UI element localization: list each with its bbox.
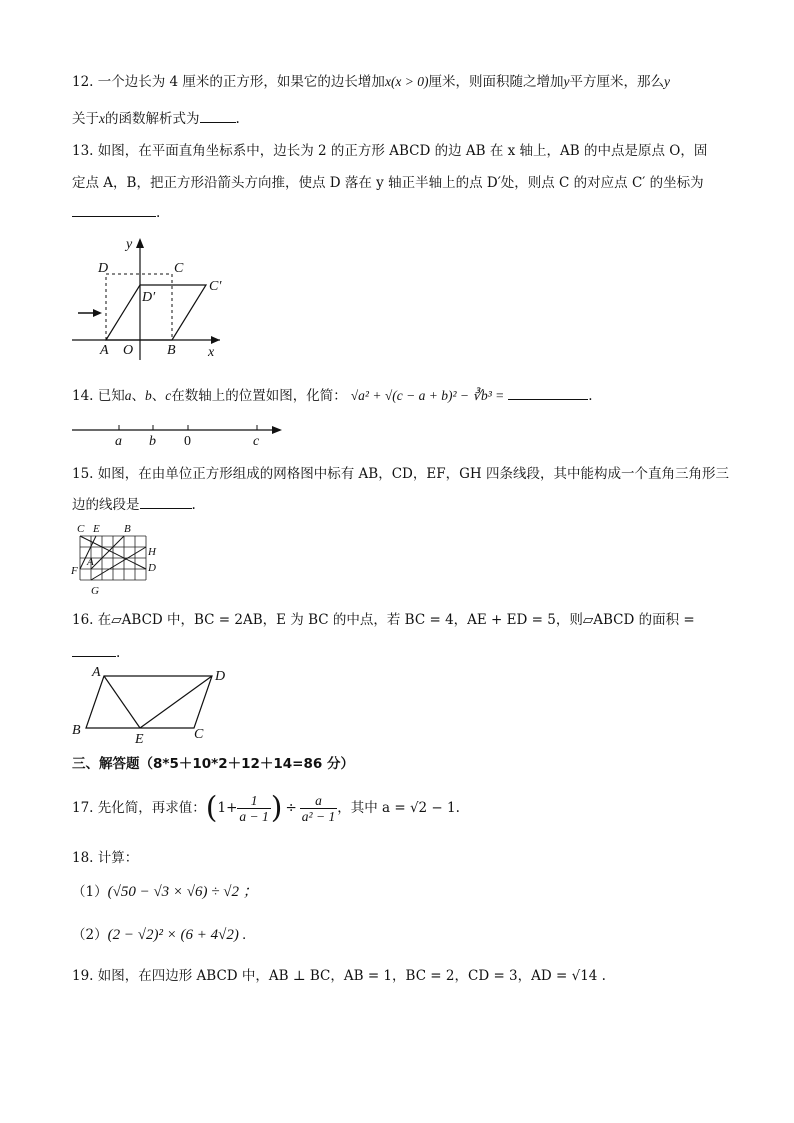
q14-var-a: a [124,388,132,403]
q15-text: 边的线段是 [72,497,140,513]
q13-answer-blank[interactable] [72,202,156,217]
q13-label-Dp: D′ [142,290,156,305]
q15-label-C: C [77,523,85,535]
q14-period: . [588,388,593,404]
q18-p2-label: （2） [72,927,108,943]
q13-label-y: y [126,237,133,252]
q15-label-D: D [148,562,156,574]
q17-f2-numerator: a [300,793,337,809]
q12-text-c: 平方厘米，那么 [569,74,665,90]
q17-paren-close: ) [270,790,283,826]
q16-figure [68,662,238,747]
q15-label-A: A [87,556,94,568]
q15-label-H: H [148,546,156,558]
q16-period: . [116,645,121,661]
q16-label-A: A [92,665,101,680]
q13-label-Cp: C′ [209,279,222,294]
q15-period: . [191,497,196,513]
q12-var-x: x [384,74,391,89]
q12-period: . [235,111,240,127]
q15-label-E: E [93,523,100,535]
q17-line [72,790,460,827]
q17-divide: ÷ [285,800,297,816]
q17-f1-denominator: a − 1 [239,809,269,824]
q13-label-D: D [98,261,109,276]
q14-answer-blank[interactable] [508,385,588,400]
q12-condition: (x > 0) [390,74,429,89]
q14-axis-label-c: c [253,434,260,449]
q17-tail: ，其中 a = √2 − 1. [337,800,460,816]
q18-title: 18. 计算： [72,850,139,866]
q12-line1 [72,72,670,92]
q18-p1-expression: (√50 − √3 × √6) ÷ √2 ； [107,884,258,900]
q14-sep1: 、 [131,388,146,404]
q13-figure [60,230,230,365]
q16-line1: 16. 在▱ABCD 中，BC = 2AB，E 为 BC 的中点，若 BC = 4，AE + ED = 5，则▱ABCD 的面积 = [72,612,695,628]
q13-label-x: x [208,345,215,360]
q14-var-b: b [145,388,152,403]
q12-var-y: y [563,74,570,89]
q12-text-d: 关于 [72,111,99,127]
q15-label-F: F [71,565,78,577]
q15-label-B: B [124,523,131,535]
q16-segment-ED [140,676,212,728]
q14-axis-label-0: 0 [184,434,191,449]
q13-y-arrow-icon [136,238,144,248]
q13-push-arrow-icon [93,309,102,317]
q12-text-a: 12. 一个边长为 4 厘米的正方形，如果它的边长增加 [72,74,385,90]
q15-line1: 15. 如图，在由单位正方形组成的网格图中标有 AB，CD，EF，GH 四条线段，其中能构成一个直角三角形三 [72,466,729,482]
q17-lead: 17. 先化简，再求值： [72,800,206,816]
q13-label-O: O [123,343,134,358]
q14-var-c: c [165,388,172,403]
q17-f1-numerator: 1 [237,793,270,809]
q18-p2-expression: (2 − √2)² × (6 + 4√2) . [107,927,247,943]
q16-answer-blank[interactable] [72,642,116,657]
q16-label-E: E [135,732,144,747]
q19-line: 19. 如图，在四边形 ABCD 中，AB ⊥ BC，AB = 1，BC = 2，CD = 3，AD = √14 . [72,968,606,984]
q17-fraction-1 [237,793,270,824]
q18-part2 [72,925,246,945]
q14-axis-arrow-icon [272,426,282,434]
q13-period: . [156,205,161,221]
q17-one-plus: 1+ [217,800,238,816]
q14-line [72,385,593,406]
q17-fraction-2 [300,793,337,824]
q14-text-b: 在数轴上的位置如图，化简： [171,388,347,404]
q12-var-x2: x [99,111,105,126]
q13-line1: 13. 如图，在平面直角坐标系中，边长为 2 的正方形 ABCD 的边 AB 在 x 轴上，AB 的中点是原点 O，固 [72,143,708,159]
q13-square-dashed [106,274,172,340]
q16-label-C: C [194,727,204,742]
q15-line2 [72,494,196,515]
q14-expression: √a² + √(c − a + b)² − ∛b³ = [350,388,505,403]
q13-label-C: C [174,261,184,276]
q12-var-y2: y [664,74,671,89]
q13-line3 [72,202,160,223]
q16-label-D: D [215,669,226,684]
q13-x-arrow-icon [211,336,220,344]
q14-axis-label-b: b [149,434,156,449]
q14-text-a: 14. 已知 [72,388,125,404]
q13-label-A: A [100,343,109,358]
q16-segment-AE [104,676,140,728]
q12-answer-blank[interactable] [200,108,236,123]
q13-parallelogram [106,285,206,340]
q16-line2 [72,642,120,663]
q15-answer-blank[interactable] [140,494,192,509]
q17-f2-denominator: a² − 1 [301,809,336,824]
q14-number-line [72,420,287,450]
q12-text-e: 的函数解析式为 [105,111,200,127]
q12-text-b: 厘米，则面积随之增加 [428,74,564,90]
q15-segment-AB [91,536,124,569]
q14-axis-label-a: a [115,434,122,449]
q14-sep2: 、 [151,388,166,404]
q18-p1-label: （1） [72,884,108,900]
q13-label-B: B [167,343,176,358]
q15-segment-GH [91,547,146,580]
q16-label-B: B [72,723,81,738]
q16-parallelogram [86,676,212,728]
q15-grid-figure [66,520,166,600]
q17-paren-open: ( [205,790,218,826]
q12-line2 [72,108,240,129]
section-3-heading: 三、解答题（8*5＋10*2＋12＋14=86 分） [72,756,354,772]
q15-label-G: G [91,585,99,597]
q13-line2: 定点 A，B，把正方形沿箭头方向推，使点 D 落在 y 轴正半轴上的点 D′处，则点 C 的对应点 C′ 的坐标为 [72,175,704,191]
q18-part1 [72,882,258,902]
